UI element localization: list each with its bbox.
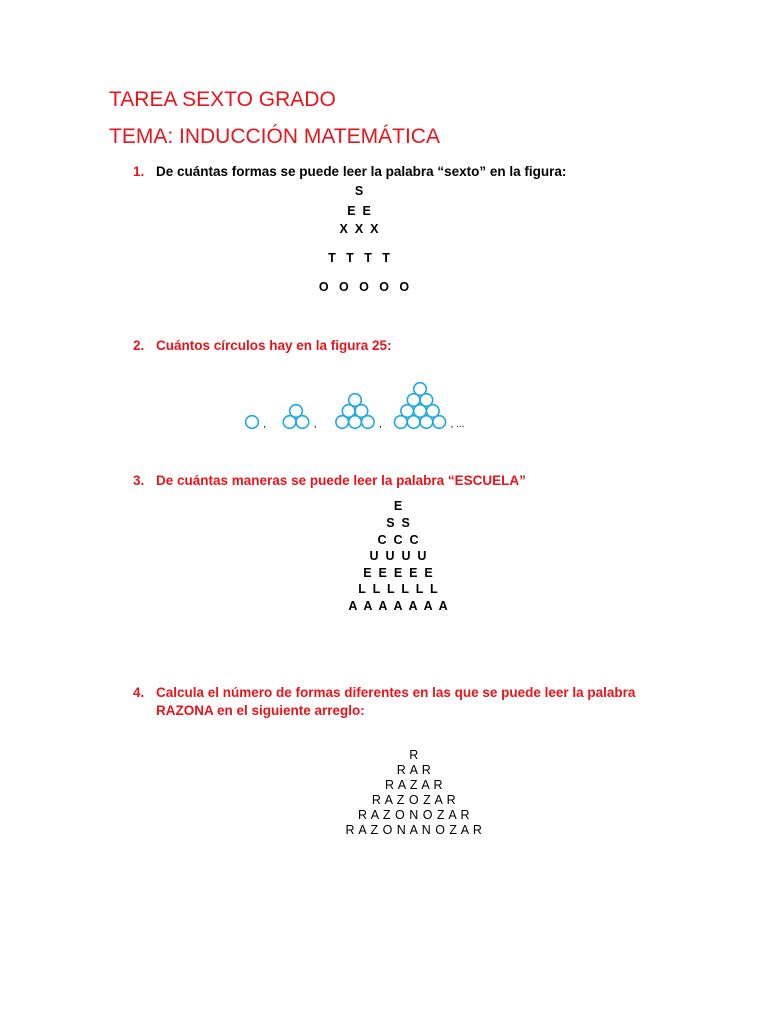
question-3	[133, 473, 526, 488]
circle	[349, 394, 362, 407]
razona-row-5: R A Z O N O Z A R	[358, 808, 470, 822]
question-2-text: Cuántos círculos hay en la figura 25:	[156, 338, 392, 353]
sexto-row-5: O O O O O	[318, 280, 410, 294]
escuela-row-1: E	[393, 499, 403, 513]
circle	[246, 416, 259, 429]
sexto-row-1: S	[354, 184, 364, 198]
escuela-row-2: S S	[386, 516, 410, 530]
separator-comma: ,	[379, 419, 382, 430]
sexto-row-2: E E	[347, 204, 371, 218]
question-3-text: De cuántas maneras se puede leer la palabra “ESCUELA”	[156, 473, 526, 488]
page-title: TAREA SEXTO GRADO	[109, 88, 336, 111]
sexto-row-4: T T T T	[328, 251, 390, 265]
sexto-row-3: X X X	[339, 222, 379, 236]
question-1-text: De cuántas formas se puede leer la palabra “sexto” en la figura:	[156, 164, 567, 179]
escuela-row-6: L L L L L L	[358, 582, 438, 596]
page-subtitle: TEMA: INDUCCIÓN MATEMÁTICA	[109, 125, 440, 148]
circle	[290, 405, 303, 418]
question-1-number: 1.	[133, 164, 145, 179]
question-4-number: 4.	[133, 685, 145, 700]
question-4-text-line-2: RAZONA en el siguiente arreglo:	[156, 703, 365, 718]
razona-row-4: R A Z O Z A R	[371, 793, 457, 807]
question-2-number: 2.	[133, 338, 145, 353]
question-4	[133, 685, 635, 718]
razona-row-3: R A Z A R	[385, 778, 443, 792]
escuela-row-5: E E E E E	[363, 566, 433, 580]
escuela-row-3: C C C	[377, 533, 419, 547]
separator-comma: ,	[263, 419, 267, 430]
question-3-number: 3.	[133, 473, 145, 488]
ellipsis: , ...	[450, 419, 465, 430]
escuela-row-7: A A A A A A A	[348, 599, 448, 613]
circle	[414, 383, 427, 396]
separator-comma: ,	[313, 419, 317, 430]
escuela-row-4: U U U U	[369, 549, 427, 563]
question-1	[133, 164, 566, 179]
question-2	[133, 338, 392, 353]
razona-row-2: R A R	[396, 763, 432, 777]
question-4-text-line-1: Calcula el número de formas diferentes en las que se puede leer la palabra	[156, 685, 636, 700]
razona-row-6: R A Z O N A N O Z A R	[345, 823, 483, 837]
circle-triangle-figures	[230, 370, 490, 436]
razona-row-1: R	[409, 748, 419, 762]
